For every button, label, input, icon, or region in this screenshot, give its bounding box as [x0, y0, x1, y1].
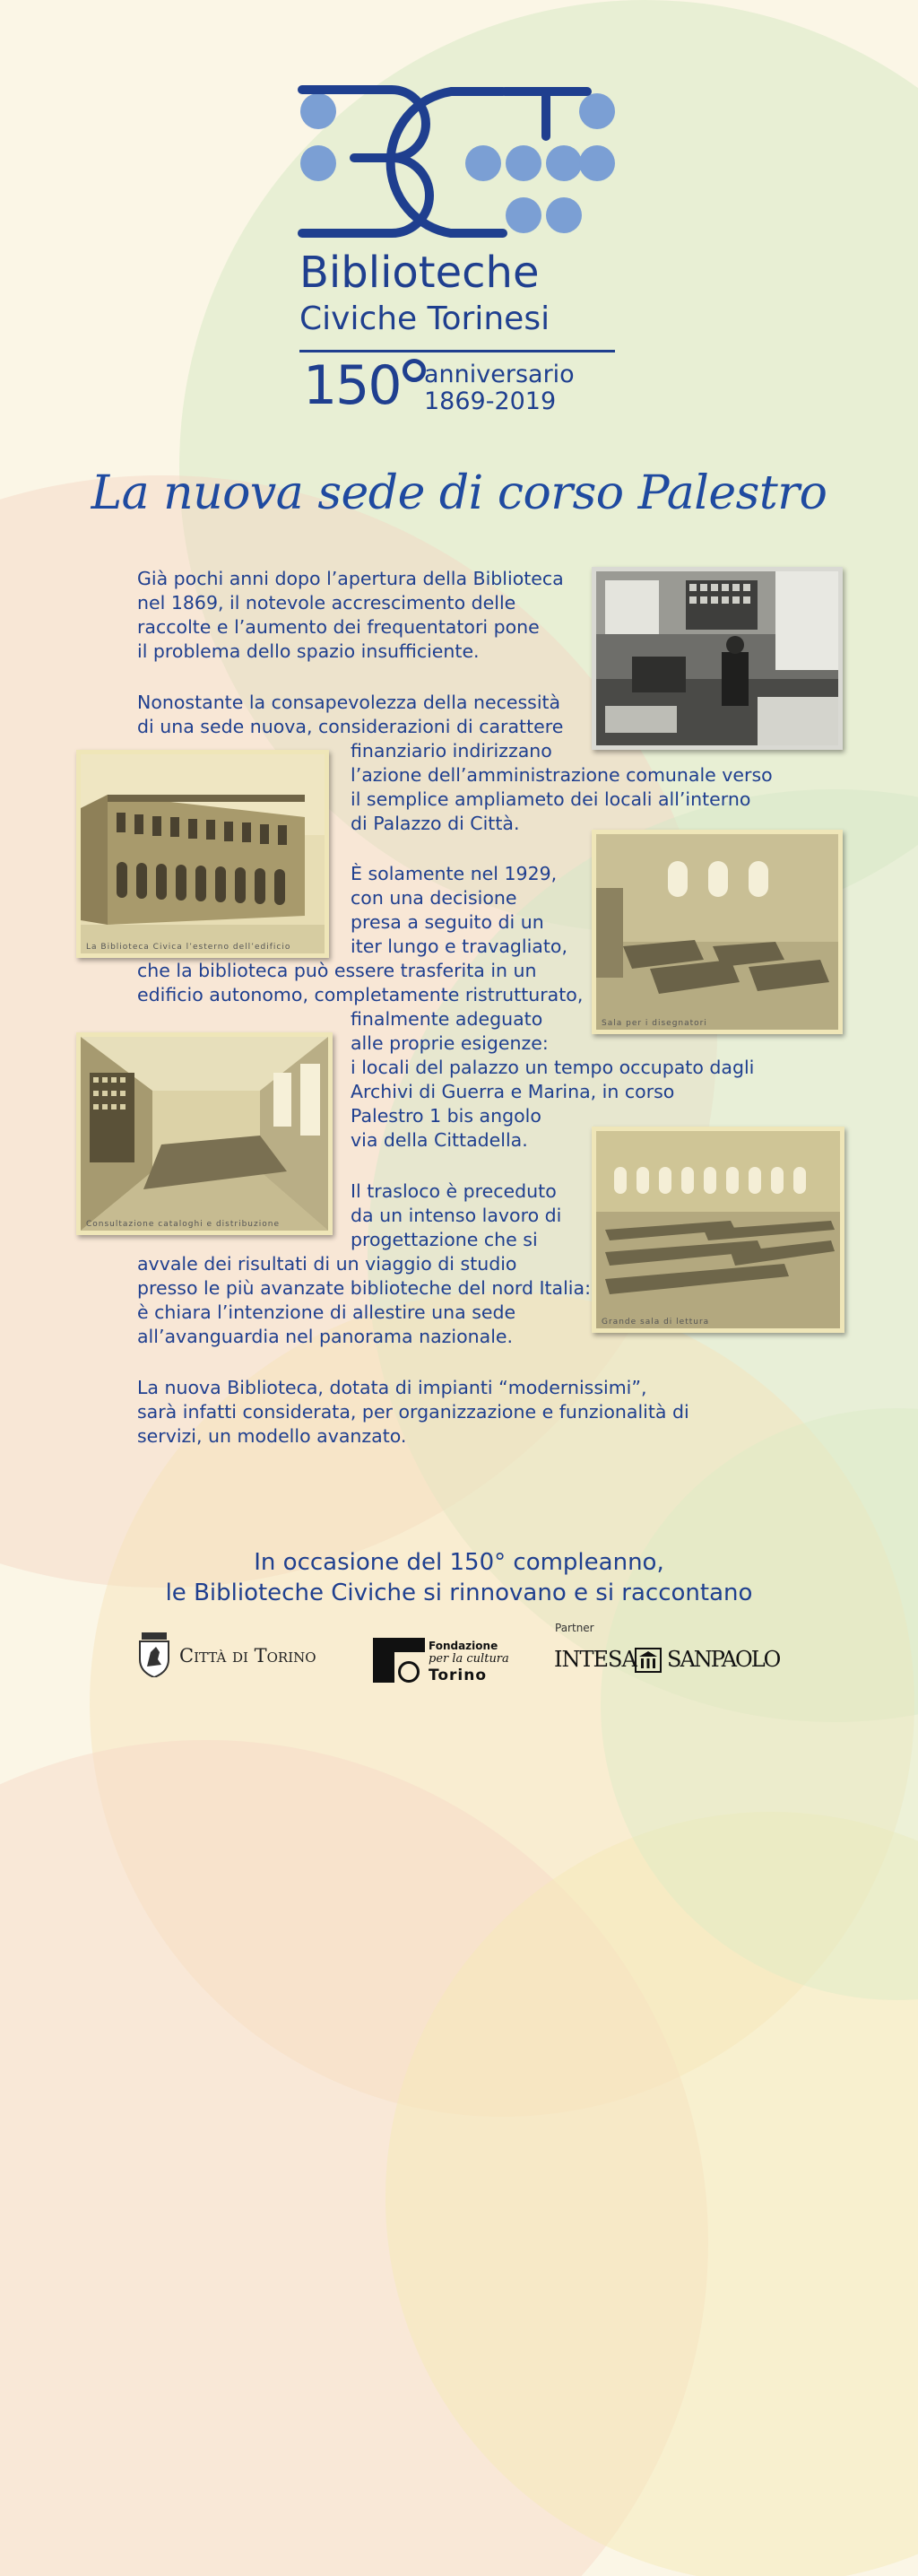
fondazione-cultura-logo [373, 1638, 507, 1688]
photo-catalogue-room [76, 1032, 333, 1235]
text-line: di una sede nuova, considerazioni di carattere [137, 716, 564, 737]
occasion-text [0, 1547, 918, 1608]
text-line: raccolte e l’aumento dei frequentatori pone [137, 616, 540, 638]
text-line: i locali del palazzo un tempo occupato dagli [351, 1057, 755, 1078]
photo-building-exterior [76, 750, 329, 958]
photo-caption: Sala per i disegnatori [602, 1019, 707, 1028]
text-line: iter lungo e travagliato, [351, 936, 567, 957]
paragraph-2b [351, 739, 773, 836]
logo-title-line2: Civiche Torinesi [299, 300, 550, 337]
text-line: Il trasloco è preceduto [351, 1180, 557, 1202]
intesa-text: INTESA [554, 1647, 637, 1672]
fondazione-text-top: Fondazione [429, 1640, 498, 1652]
sanpaolo-text: SANPAOLO [667, 1647, 780, 1672]
paragraph-3a [351, 862, 567, 959]
torino-crest-icon [136, 1632, 172, 1677]
text-line: presso le più avanzate biblioteche del nord Italia: [137, 1277, 591, 1299]
text-line: Già pochi anni dopo l’apertura della Biblioteca [137, 568, 564, 589]
text-line: servizi, un modello avanzato. [137, 1425, 407, 1447]
text-line: progettazione che si [351, 1229, 538, 1250]
text-line: sarà infatti considerata, per organizzazione e funzionalità di [137, 1401, 689, 1423]
text-line: all’avanguardia nel panorama nazionale. [137, 1326, 514, 1347]
text-line: l’azione dell’amministrazione comunale verso [351, 764, 773, 786]
photo-great-hall [592, 1127, 844, 1333]
photo-drawing-room [592, 830, 843, 1034]
page-title: La nuova sede di corso Palestro [91, 466, 827, 520]
logo-years: 1869-2019 [424, 387, 557, 415]
intesa-sanpaolo-logo [554, 1645, 787, 1677]
paragraph-4b [137, 1252, 591, 1349]
degree-icon [403, 359, 426, 382]
occasion-line: In occasione del 150° compleanno, [254, 1549, 664, 1576]
text-line: alle proprie esigenze: [351, 1032, 549, 1054]
building-image [81, 754, 325, 953]
bct-logo [291, 83, 625, 423]
paragraph-1 [137, 567, 564, 664]
text-line: Palestro 1 bis angolo [351, 1105, 541, 1127]
paragraph-4a [351, 1179, 561, 1252]
citta-di-torino-logo [136, 1632, 333, 1677]
photo-caption: La Biblioteca Civica l’esterno dell’edificio [86, 943, 291, 952]
text-line: edificio autonomo, completamente ristrutturato, [137, 984, 584, 1005]
logo-anniversary: anniversario [424, 361, 575, 388]
text-line: Nonostante la consapevolezza della necessità [137, 692, 561, 713]
fondazione-text-bottom: Torino [429, 1667, 488, 1684]
photo-caption: Consultazione cataloghi e distribuzione [86, 1220, 280, 1229]
logo-divider [299, 350, 615, 352]
fondazione-text-mid: per la cultura [429, 1652, 509, 1666]
text-line: che la biblioteca può essere trasferita in un [137, 960, 537, 981]
paragraph-5 [137, 1376, 689, 1449]
text-line: presa a seguito di un [351, 911, 544, 933]
occasion-line: le Biblioteche Civiche si rinnovano e si raccontano [165, 1580, 753, 1606]
text-line: di Palazzo di Città. [351, 813, 520, 834]
photo-reading-room [592, 567, 843, 750]
text-line: La nuova Biblioteca, dotata di impianti “modernissimi”, [137, 1377, 647, 1398]
text-line: finalmente adeguato [351, 1008, 543, 1030]
text-line: Archivi di Guerra e Marina, in corso [351, 1081, 675, 1102]
sanpaolo-temple-icon [635, 1648, 662, 1673]
photo-caption: Grande sala di lettura [602, 1318, 710, 1327]
text-line: il problema dello spazio insufficiente. [137, 640, 480, 662]
text-line: da un intenso lavoro di [351, 1205, 562, 1226]
text-line: con una decisione [351, 887, 517, 909]
partner-label: Partner [555, 1622, 594, 1634]
bct-monogram-icon [291, 83, 625, 253]
text-line: È solamente nel 1929, [351, 863, 558, 884]
text-line: finanziario indirizzano [351, 740, 552, 761]
reading-room-image [596, 571, 838, 745]
fondazione-circle-icon [398, 1661, 420, 1683]
paragraph-2a [137, 691, 563, 739]
drawing-room-image [596, 834, 838, 1030]
text-line: via della Cittadella. [351, 1129, 528, 1151]
text-line: il semplice ampliameto dei locali all’interno [351, 788, 751, 810]
fondazione-mark-top [373, 1638, 425, 1652]
catalogue-room-image [81, 1037, 328, 1231]
logo-number: 150 [303, 354, 401, 417]
text-line: avvale dei risultati di un viaggio di studio [137, 1253, 517, 1275]
logo-title-line1: Biblioteche [299, 248, 540, 298]
great-hall-image [596, 1131, 840, 1328]
text-line: è chiara l’intenzione di allestire una sede [137, 1301, 516, 1323]
paragraph-3b [137, 959, 583, 1007]
text-line: nel 1869, il notevole accrescimento delle [137, 592, 516, 614]
citta-label: Città di Torino [179, 1645, 316, 1667]
